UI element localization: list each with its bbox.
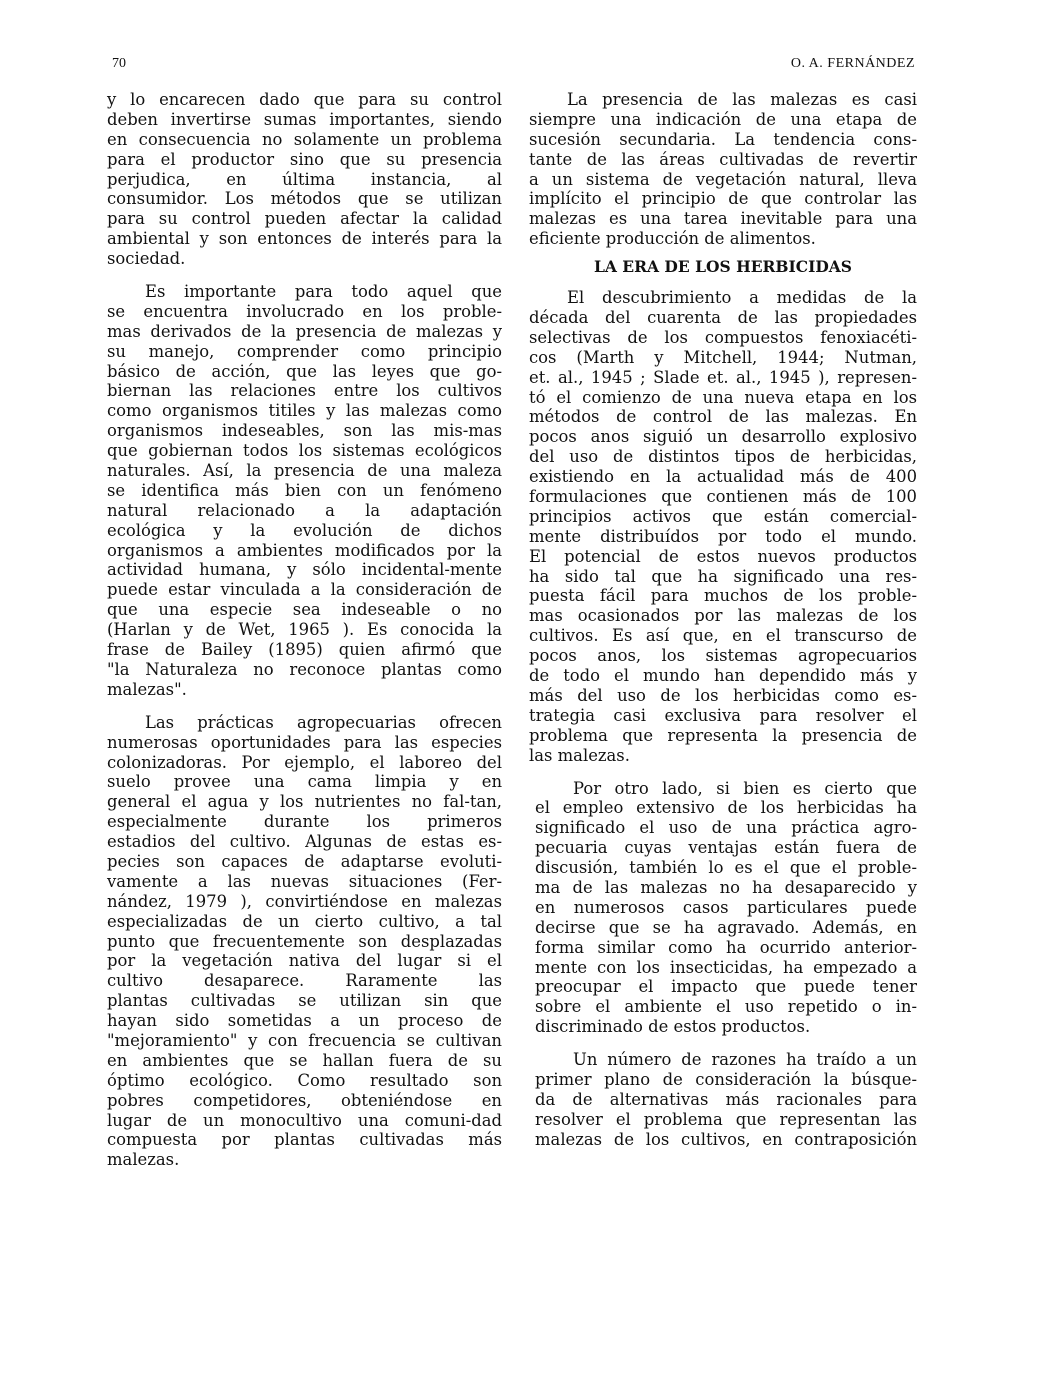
text-line: malezas". bbox=[107, 679, 187, 699]
text-line: tante de las áreas cultivadas de revertir bbox=[529, 149, 917, 169]
text-line: nández, 1979 ), convirtiéndose en malezas bbox=[107, 891, 502, 911]
text-line: sucesión secundaria. La tendencia cons- bbox=[529, 129, 917, 149]
text-line: básico de acción, que las leyes que go- bbox=[107, 361, 502, 381]
text-line: se encuentra involucrado en los proble- bbox=[107, 301, 502, 321]
text-line: Las prácticas agropecuarias ofrecen bbox=[145, 712, 502, 732]
text-line: existiendo en la actualidad más de 400 bbox=[529, 467, 917, 487]
text-line: principios activos que están comercial- bbox=[529, 506, 917, 526]
text-line: sociedad. bbox=[107, 249, 186, 269]
paragraph-gap bbox=[529, 766, 917, 779]
text-line: Por otro lado, si bien es cierto que bbox=[573, 778, 917, 798]
text-line: para el productor sino que su presencia bbox=[107, 149, 502, 169]
text-line: cultivo desaparece. Raramente las bbox=[107, 971, 502, 991]
text-line: ecológica y la evolución de dichos bbox=[107, 520, 502, 540]
text-line: mente distribuídos por todo el mundo. bbox=[529, 526, 917, 546]
text-line: discriminado de estos productos. bbox=[535, 1017, 811, 1037]
paragraph bbox=[107, 282, 502, 700]
text-line: ha sido tal que ha significado una res- bbox=[529, 566, 917, 586]
text-line: las malezas. bbox=[529, 745, 630, 765]
text-line: pocos anos, los sistemas agropecuarios bbox=[529, 646, 917, 666]
page-number: 70 bbox=[112, 56, 126, 71]
text-line: malezas. bbox=[107, 1150, 180, 1170]
paragraph bbox=[107, 713, 502, 1170]
text-line: La presencia de las malezas es casi bbox=[567, 90, 917, 109]
text-line: se identifica más bien con un fenómeno bbox=[107, 480, 502, 500]
text-line: que una especie sea indeseable o no bbox=[107, 600, 502, 620]
text-line: que gobiernan todos los sistemas ecológicos bbox=[107, 441, 502, 461]
text-line: pocos anos siguió un desarrollo explosivo bbox=[529, 427, 917, 447]
text-line: cultivos. Es así que, en el transcurso de bbox=[529, 626, 917, 646]
paragraph bbox=[529, 1050, 917, 1149]
text-line: malezas de los cultivos, en contraposición bbox=[535, 1129, 917, 1149]
running-head-author: O. A. FERNÁNDEZ bbox=[790, 56, 915, 71]
text-line: mas derivados de la presencia de malezas y bbox=[107, 321, 502, 341]
text-line: implícito el principio de que controlar las bbox=[529, 189, 917, 209]
text-line: da de alternativas más racionales para bbox=[535, 1089, 917, 1109]
text-line: selectivas de los compuestos fenoxiacéti- bbox=[529, 327, 917, 347]
text-line: consumidor. Los métodos que se utilizan bbox=[107, 189, 502, 209]
text-line: en numerosos casos particulares puede bbox=[535, 897, 917, 917]
text-line: discusión, también lo es el que el proble- bbox=[535, 858, 917, 878]
text-line: y lo encarecen dado que para su control bbox=[107, 90, 502, 109]
section-heading: LA ERA DE LOS HERBICIDAS bbox=[593, 257, 853, 277]
paragraph-gap bbox=[107, 269, 502, 282]
text-line: actividad humana, y sólo incidental-mente bbox=[107, 560, 502, 580]
text-line: trategia casi exclusiva para resolver el bbox=[529, 705, 917, 725]
text-line: compuesta por plantas cultivadas más bbox=[107, 1130, 502, 1150]
text-line: como organismos titiles y las malezas como bbox=[107, 401, 502, 421]
text-line: El descubrimiento a medidas de la bbox=[567, 288, 917, 308]
text-line: problema que representa la presencia de bbox=[529, 725, 917, 745]
text-line: deben invertirse sumas importantes, siendo bbox=[107, 109, 502, 129]
text-line: (Harlan y de Wet, 1965 ). Es conocida la bbox=[107, 620, 502, 640]
text-line: cos (Marth y Mitchell, 1944; Nutman, bbox=[529, 347, 917, 367]
text-line: a un sistema de vegetación natural, lleva bbox=[529, 169, 917, 189]
right-column bbox=[529, 90, 917, 1150]
paragraph bbox=[107, 90, 502, 269]
text-line: mas ocasionados por las malezas de los bbox=[529, 606, 917, 626]
text-line: su manejo, comprender como principio bbox=[107, 341, 502, 361]
text-line: El potencial de estos nuevos productos bbox=[529, 546, 917, 566]
text-line: colonizadoras. Por ejemplo, el laboreo del bbox=[107, 752, 502, 772]
text-line: ambiental y son entonces de interés para la bbox=[107, 229, 502, 249]
paragraph bbox=[529, 288, 917, 765]
text-line: forma similar como ha ocurrido anterior- bbox=[535, 937, 917, 957]
text-line: para su control pueden afectar la calidad bbox=[107, 209, 502, 229]
paragraph bbox=[529, 779, 917, 1038]
text-line: mente con los insecticidas, ha empezado a bbox=[535, 957, 917, 977]
text-line: ma de las malezas no ha desaparecido y bbox=[535, 877, 917, 897]
text-line: punto que frecuentemente son desplazadas bbox=[107, 931, 502, 951]
text-line: frase de Bailey (1895) quien afirmó que bbox=[107, 640, 502, 660]
paragraph-gap bbox=[529, 1037, 917, 1050]
text-line: métodos de control de las malezas. En bbox=[529, 407, 917, 427]
text-line: óptimo ecológico. Como resultado son bbox=[107, 1070, 502, 1090]
text-line: puede estar vinculada a la consideración de bbox=[107, 580, 502, 600]
text-line: formulaciones que contienen más de 100 bbox=[529, 487, 917, 507]
text-line: pecuaria cuyas ventajas están fuera de bbox=[535, 838, 917, 858]
text-line: por la vegetación nativa del lugar si el bbox=[107, 951, 502, 971]
text-line: hayan sido sometidas a un proceso de bbox=[107, 1011, 502, 1031]
text-line: naturales. Así, la presencia de una maleza bbox=[107, 461, 502, 481]
text-line: estadios del cultivo. Algunas de estas es- bbox=[107, 832, 502, 852]
text-line: lugar de un monocultivo una comuni-dad bbox=[107, 1110, 502, 1130]
text-line: plantas cultivadas se utilizan sin que bbox=[107, 991, 502, 1011]
text-line: especialmente durante los primeros bbox=[107, 812, 502, 832]
text-line: de todo el mundo han dependido más y bbox=[529, 666, 917, 686]
text-line: puesta fácil para muchos de los proble- bbox=[529, 586, 917, 606]
text-line: perjudica, en última instancia, al bbox=[107, 169, 502, 189]
text-line: década del cuarenta de las propiedades bbox=[529, 308, 917, 328]
text-line: Es importante para todo aquel que bbox=[145, 282, 502, 302]
text-line: del uso de distintos tipos de herbicidas, bbox=[529, 447, 917, 467]
text-line: siempre una indicación de una etapa de bbox=[529, 109, 917, 129]
text-line: biernan las relaciones entre los cultivos bbox=[107, 381, 502, 401]
text-line: más del uso de los herbicidas como es- bbox=[529, 685, 917, 705]
text-line: en consecuencia no solamente un problema bbox=[107, 129, 502, 149]
text-line: natural relacionado a la adaptación bbox=[107, 500, 502, 520]
paragraph bbox=[529, 90, 917, 249]
text-line: suelo provee una cama limpia y en bbox=[107, 772, 502, 792]
text-line: significado el uso de una práctica agro- bbox=[535, 818, 917, 838]
text-line: preocupar el impacto que puede tener bbox=[535, 977, 917, 997]
text-line: organismos indeseables, son las mis-mas bbox=[107, 421, 502, 441]
text-line: et. al., 1945 ; Slade et. al., 1945 ), represen- bbox=[529, 367, 917, 387]
text-line: en ambientes que se hallan fuera de su bbox=[107, 1050, 502, 1070]
text-line: especializadas de un cierto cultivo, a tal bbox=[107, 911, 502, 931]
text-line: "mejoramiento" y con frecuencia se cultivan bbox=[107, 1030, 502, 1050]
text-line: "la Naturaleza no reconoce plantas como bbox=[107, 659, 502, 679]
text-line: vamente a las nuevas situaciones (Fer- bbox=[107, 871, 502, 891]
text-line: tó el comienzo de una nueva etapa en los bbox=[529, 387, 917, 407]
text-line: malezas es una tarea inevitable para una bbox=[529, 209, 917, 229]
text-line: resolver el problema que representan las bbox=[535, 1109, 917, 1129]
text-line: sobre el ambiente el uso repetido o in- bbox=[535, 997, 917, 1017]
text-line: primer plano de consideración la búsque- bbox=[535, 1069, 917, 1089]
text-line: general el agua y los nutrientes no fal-tan, bbox=[107, 792, 502, 812]
text-line: organismos a ambientes modificados por la bbox=[107, 540, 502, 560]
text-line: pecies son capaces de adaptarse evoluti- bbox=[107, 851, 502, 871]
text-line: pobres competidores, obteniéndose en bbox=[107, 1090, 502, 1110]
left-column bbox=[107, 90, 502, 1170]
text-line: el empleo extensivo de los herbicidas ha bbox=[535, 798, 917, 818]
paragraph-gap bbox=[107, 700, 502, 713]
text-line: eficiente producción de alimentos. bbox=[529, 229, 816, 249]
text-line: Un número de razones ha traído a un bbox=[573, 1050, 917, 1070]
text-line: decirse que se ha agravado. Además, en bbox=[535, 917, 917, 937]
text-line: numerosas oportunidades para las especies bbox=[107, 732, 502, 752]
